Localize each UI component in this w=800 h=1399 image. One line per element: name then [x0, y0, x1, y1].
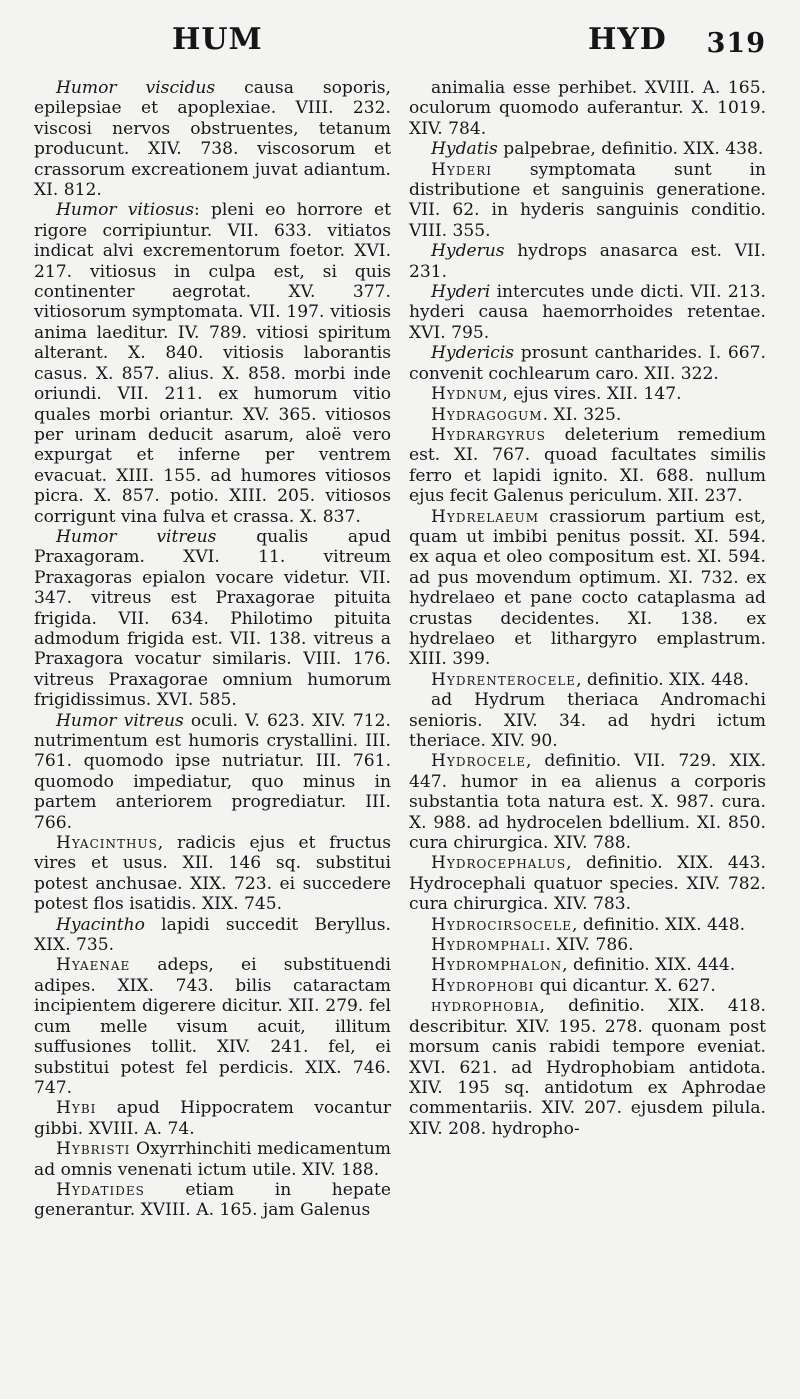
index-entry — [34, 1180, 391, 1221]
index-entry — [409, 751, 766, 853]
index-entry — [409, 241, 766, 282]
page-number: 319 — [706, 28, 766, 59]
entry-text: palpebrae, definitio. XIX. 438. — [497, 139, 764, 160]
index-entry — [409, 935, 766, 955]
left-column — [34, 78, 391, 1221]
entry-headword: Hydrophobi — [431, 975, 535, 996]
index-entry — [409, 343, 766, 384]
index-entry — [409, 690, 766, 751]
entry-text: etiam in hepate generantur. XVIII. A. 165. jam Galenus — [34, 1179, 391, 1221]
index-entry — [409, 282, 766, 343]
index-entry — [409, 384, 766, 404]
index-entry — [409, 996, 766, 1139]
index-entry — [409, 425, 766, 507]
entry-text: prosunt cantharides. I. 667. convenit cochlearum caro. XII. 322. — [409, 343, 766, 384]
entry-headword: Hydnum — [431, 384, 503, 405]
entry-headword: Hyderi — [431, 282, 491, 303]
running-header — [34, 22, 766, 66]
index-entry — [409, 976, 766, 996]
entry-headword: Hydatis — [431, 139, 498, 160]
entry-headword: Hydrargyrus — [431, 424, 546, 445]
entry-text: , ejus vires. XII. 147. — [502, 384, 682, 405]
entry-headword: Hybristi — [56, 1139, 131, 1160]
index-entry — [409, 507, 766, 670]
entry-text: apud Hippocratem vocantur gibbi. XVIII. A. 74. — [34, 1098, 391, 1139]
entry-text: , definitio. XIX. 418. describitur. XIV. 195. 278. quonam post morsum canis rabidi tempore eveniat. XVI. 621. ad Hydrophobiam antidota. XIV. 195 sq. antidotum ex Aphrodae commentariis. XIV. 207. ejusdem pilula. XIV. 208. hydropho- — [409, 996, 766, 1139]
entry-text: adeps, ei substituendi adipes. XIX. 743. bilis cataractam incipientem digerere dicitur. XII. 279. fel cum melle visum acuit, illitum suffusiones tollit. XIV. 241. fel, ei substitui potest fel perdicis. XIX. 746. 747. — [34, 955, 391, 1098]
entry-headword: Hydrocirsocele — [431, 914, 573, 935]
entry-text: , definitio. VII. 729. XIX. 447. humor in ea alienus a corporis substantia tota natura est. X. 987. cura. X. 988. ad hydrocelen bdellium. XI. 850. cura chirurgica. XIV. 788. — [409, 751, 766, 854]
entry-text: crassiorum partium est, quam ut imbibi penitus possit. XI. 594. ex aqua et oleo compositum est. XI. 594. ad pus movendum optimum. XI. 732. ex hydrelaeo et pane cocto cataplasma ad crustas decidentes. XI. 138. ex hydrelaeo et lithargyro emplastrum. XIII. 399. — [409, 506, 766, 670]
entry-headword: Hyacinthus — [56, 833, 158, 854]
index-entry — [409, 915, 766, 935]
entry-headword: Hybi — [56, 1098, 97, 1119]
index-entry — [409, 853, 766, 914]
entry-headword: Hydromphalon — [431, 955, 563, 976]
entry-text: causa soporis, epilepsiae et apoplexiae. VIII. 232. viscosi nervos obstruentes, tetanum producunt. XIV. 738. viscosorum et crassorum excreationem juvat adiantum. XI. 812. — [34, 78, 391, 201]
index-entry — [409, 160, 766, 242]
entry-text: hydrops anasarca est. VII. 231. — [409, 241, 766, 282]
header-left-guideword: HUM — [172, 22, 263, 57]
entry-headword: Humor vitiosus — [56, 200, 195, 221]
entry-text: symptomata sunt in distributione et sanguinis generatione. VII. 62. in hyderis sanguinis conditio. VIII. 355. — [409, 159, 766, 241]
entry-headword: Hydragogum — [431, 404, 543, 425]
entry-headword: Humor vitreus — [56, 526, 217, 547]
entry-text: , definitio. XIX. 444. — [562, 955, 736, 976]
entry-headword: Hydrelaeum — [431, 506, 540, 527]
entry-text: deleterium remedium est. XI. 767. quoad facultates similis ferro et lapidi ignito. XI. 688. nullum ejus fecit Galenus periculum. XII. 237. — [409, 424, 766, 507]
index-entry — [34, 200, 391, 527]
entry-text: , definitio. XIX. 443. Hydrocephali quatuor species. XIV. 782. cura chirurgica. XIV. 783. — [409, 853, 766, 915]
index-entry — [409, 405, 766, 425]
entry-text: animalia esse perhibet. XVIII. A. 165. oculorum quomodo auferantur. X. 1019. XIV. 784. — [409, 78, 766, 139]
index-entry — [34, 915, 391, 956]
entry-headword: Humor viscidus — [56, 78, 216, 98]
entry-text: , radicis ejus et fructus vires et usus. XII. 146 sq. substitui potest anchusae. XIX. 723. ei succedere potest flos isatidis. XIX. 745. — [34, 833, 391, 915]
entry-headword: Hydericis — [431, 343, 515, 364]
index-entry — [409, 78, 766, 139]
index-entry — [34, 1098, 391, 1139]
index-entry — [34, 78, 391, 200]
index-columns — [34, 78, 766, 1221]
entry-headword: Hyderus — [431, 241, 505, 262]
entry-headword: Hyderi — [431, 159, 492, 180]
entry-headword: Hydatides — [56, 1179, 145, 1200]
entry-headword: Hydrocele — [431, 751, 526, 772]
entry-headword: Hydromphali — [431, 935, 546, 956]
entry-text: qui dicantur. X. 627. — [534, 975, 716, 996]
index-entry — [409, 670, 766, 690]
right-column — [409, 78, 766, 1221]
entry-headword: Hydrocephalus — [431, 853, 567, 874]
entry-text: qualis apud Praxagoram. XVI. 11. vitreum Praxagoras epialon vocare videtur. VII. 347. vitreus est Praxagorae pituita frigida. VII. 634. Philotimo pituita admodum frigida est. VII. 138. vitreus a Praxagora vocatur similaris. VIII. 176. vitreus Praxagorae omnium humorum frigidissimus. XVI. 585. — [34, 526, 391, 711]
header-right-guideword: HYD — [588, 22, 667, 57]
entry-text: ad Hydrum theriaca Andromachi senioris. XIV. 34. ad hydri ictum theriace. XIV. 90. — [409, 690, 766, 751]
index-entry — [34, 833, 391, 915]
entry-text: . XI. 325. — [542, 404, 622, 425]
entry-headword: hydrophobia — [431, 996, 540, 1017]
entry-text: oculi. V. 623. XIV. 712. nutrimentum est humoris crystallini. III. 761. quomodo ipse nutriatur. III. 761. quomodo impediatur, quo minus in partem anteriorem progrediatur. III. 766. — [34, 710, 391, 833]
entry-text: : pleni eo horrore et rigore corripiuntur. VII. 633. vitiatos indicat alvi excrementorum foetor. XVI. 217. vitiosus in culpa est, si quis continenter aegrotat. XV. 377. vitiosorum symptomata. VII. 197. vitiosis anima laeditur. IV. 789. vitiosi spiritum alterant. X. 840. vitiosis laborantis casus. X. 857. alius. X. 858. morbi inde oriundi. VII. 211. ex humorum vitio quales morbi oriantur. XV. 365. vitiosos per urinam deducit asarum, aloë vero expurgat et inferne per ventrem evacuat. XIII. 155. ad humores vitiosos picra. X. 857. potio. XIII. 205. vitiosos corrigunt vina fulva et crassa. X. 837. — [34, 200, 392, 527]
index-entry — [409, 955, 766, 975]
entry-text: lapidi succedit Beryllus. XIX. 735. — [34, 914, 391, 956]
entry-text: , definitio. XIX. 448. — [576, 669, 750, 690]
index-entry — [409, 139, 766, 159]
entry-text: intercutes unde dicti. VII. 213. hyderi causa haemorrhoides retentae. XVI. 795. — [409, 282, 766, 343]
entry-headword: Hyaenae — [56, 955, 131, 976]
entry-text: Oxyrrhinchiti medicamentum ad omnis venenati ictum utile. XIV. 188. — [34, 1139, 391, 1180]
index-entry — [34, 527, 391, 711]
entry-headword: Hyacintho — [56, 914, 145, 935]
entry-headword: Hydrenterocele — [431, 669, 577, 690]
index-entry — [34, 1139, 391, 1180]
index-entry — [34, 711, 391, 833]
entry-text: . XIV. 786. — [545, 935, 634, 956]
entry-headword: Humor vitreus — [56, 710, 184, 731]
entry-text: , definitio. XIX. 448. — [572, 914, 746, 935]
index-entry — [34, 955, 391, 1098]
